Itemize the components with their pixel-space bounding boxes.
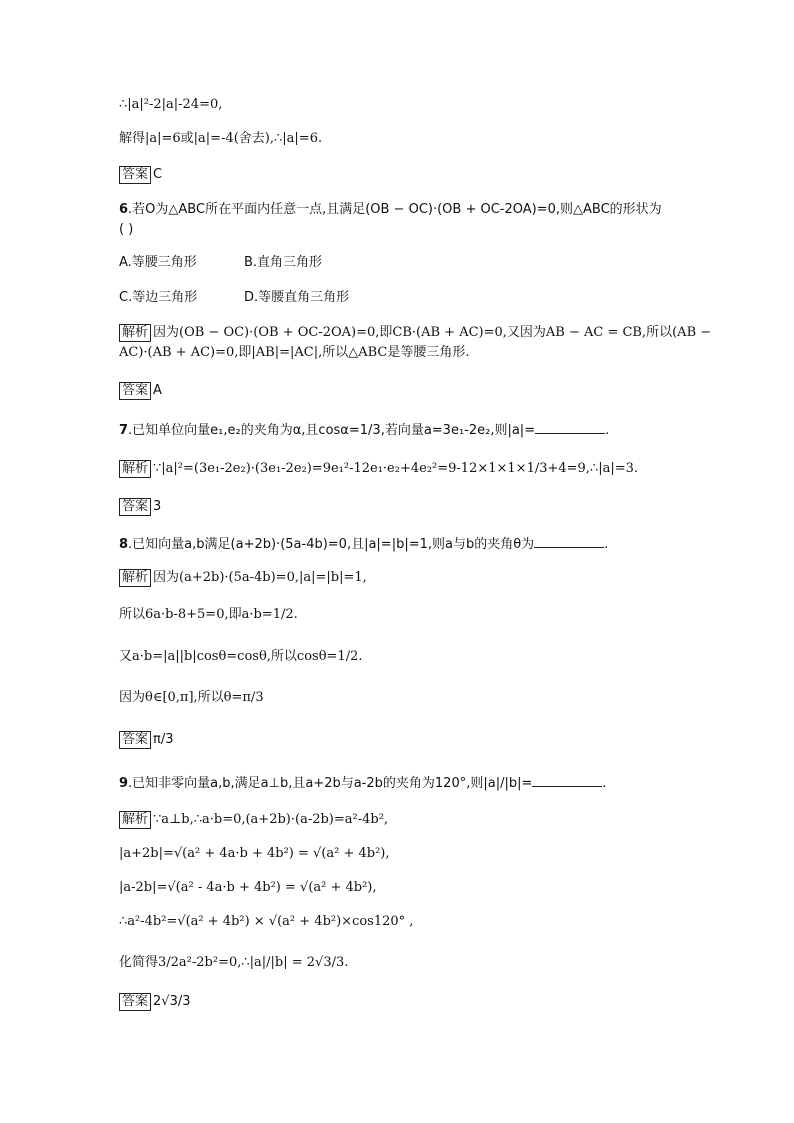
- answer-label: 答案: [119, 166, 151, 184]
- q8-analysis-row-4: 因为θ∈[0,π],所以θ=π/3: [119, 690, 264, 705]
- question-number: 6: [119, 202, 129, 217]
- question-text: .已知非零向量a,b,满足a⊥b,且a+2b与a-2b的夹角为120°,则|a|/|b|=: [128, 776, 533, 791]
- q6-answer-row: [119, 382, 162, 400]
- q8-analysis-row-2: 所以6a·b-8+5=0,即a·b=1/2.: [119, 607, 298, 622]
- analysis-text: ∵a⊥b,∴a·b=0,(a+2b)·(a-2b)=a²-4b²,: [153, 812, 389, 827]
- answer-blank: [532, 774, 602, 787]
- question-number: 7: [119, 423, 129, 438]
- answer-blank: [534, 535, 604, 548]
- q6-option-d: D.等腰直角三角形: [244, 290, 350, 305]
- answer-blank: [535, 421, 605, 434]
- analysis-label: 解析: [119, 324, 151, 342]
- question-number: 9: [119, 776, 129, 791]
- q9-analysis-row-4: ∴a²-4b²=√(a² + 4b²) × √(a² + 4b²)×cos120° ,: [119, 914, 414, 929]
- q6-analysis-row-2: AC)·(AB + AC)=0,即|AB|=|AC|,所以△ABC是等腰三角形.: [119, 345, 470, 360]
- question-text: .已知向量a,b满足(a+2b)·(5a-4b)=0,且|a|=|b|=1,则a与b的夹角θ为: [128, 537, 535, 552]
- q6-option-b: B.直角三角形: [244, 255, 323, 270]
- answer-value: 2√3/3: [153, 994, 191, 1009]
- q9-analysis-row-5: 化简得3/2a²-2b²=0,∴|a|/|b| = 2√3/3.: [119, 955, 349, 970]
- q9-analysis-row-2: |a+2b|=√(a² + 4a·b + 4b²) = √(a² + 4b²),: [119, 846, 390, 861]
- q7-analysis-row: [119, 460, 638, 478]
- q8-analysis-row-3: 又a·b=|a||b|cosθ=cosθ,所以cosθ=1/2.: [119, 649, 363, 664]
- prev-line-2: 解得|a|=6或|a|=-4(舍去),∴|a|=6.: [119, 131, 323, 146]
- q6-option-c: C.等边三角形: [119, 290, 198, 305]
- question-text: .已知单位向量e₁,e₂的夹角为α,且cosα=1/3,若向量a=3e₁-2e₂,则|a|=: [128, 423, 536, 438]
- analysis-label: 解析: [119, 811, 151, 829]
- answer-value: 3: [153, 499, 162, 514]
- answer-label: 答案: [119, 731, 151, 749]
- answer-label: 答案: [119, 498, 151, 516]
- q7-stem: 7.已知单位向量e₁,e₂的夹角为α,且cosα=1/3,若向量a=3e₁-2e₂,则|a|= .: [119, 423, 610, 438]
- q8-answer-row: [119, 731, 174, 749]
- answer-label: 答案: [119, 382, 151, 400]
- answer-value: A: [153, 383, 162, 398]
- prev-line-1: ∴|a|²-2|a|-24=0,: [119, 97, 223, 112]
- q9-analysis-row-3: |a-2b|=√(a² - 4a·b + 4b²) = √(a² + 4b²),: [119, 880, 377, 895]
- analysis-label: 解析: [119, 569, 151, 587]
- question-number: 8: [119, 537, 129, 552]
- q8-analysis-row-1: [119, 569, 367, 587]
- prev-answer-row: [119, 166, 162, 184]
- question-text: .若O为△ABC所在平面内任意一点,且满足(OB − OC)·(OB + OC-2OA)=0,则△ABC的形状为: [128, 202, 662, 217]
- q6-stem: [119, 202, 662, 218]
- q8-stem: 8.已知向量a,b满足(a+2b)·(5a-4b)=0,且|a|=|b|=1,则a与b的夹角θ为 .: [119, 537, 609, 552]
- q9-answer-row: [119, 993, 191, 1011]
- q9-analysis-row-1: [119, 811, 388, 829]
- q6-paren: ( ): [119, 222, 134, 237]
- q9-stem: 9.已知非零向量a,b,满足a⊥b,且a+2b与a-2b的夹角为120°,则|a|/|b|= .: [119, 776, 607, 791]
- q6-analysis-row-1: [119, 324, 711, 342]
- q7-answer-row: [119, 498, 161, 516]
- analysis-text: 因为(OB − OC)·(OB + OC-2OA)=0,即CB·(AB + AC)=0,又因为AB − AC = CB,所以(AB −: [153, 325, 712, 340]
- analysis-label: 解析: [119, 460, 151, 478]
- analysis-text: ∵|a|²=(3e₁-2e₂)·(3e₁-2e₂)=9e₁²-12e₁·e₂+4e₂²=9-12×1×1×1/3+4=9,∴|a|=3.: [153, 461, 639, 476]
- q6-option-a: A.等腰三角形: [119, 255, 197, 270]
- answer-label: 答案: [119, 993, 151, 1011]
- answer-value: π/3: [153, 732, 174, 747]
- answer-value: C: [153, 167, 163, 182]
- analysis-text: 因为(a+2b)·(5a-4b)=0,|a|=|b|=1,: [153, 570, 367, 585]
